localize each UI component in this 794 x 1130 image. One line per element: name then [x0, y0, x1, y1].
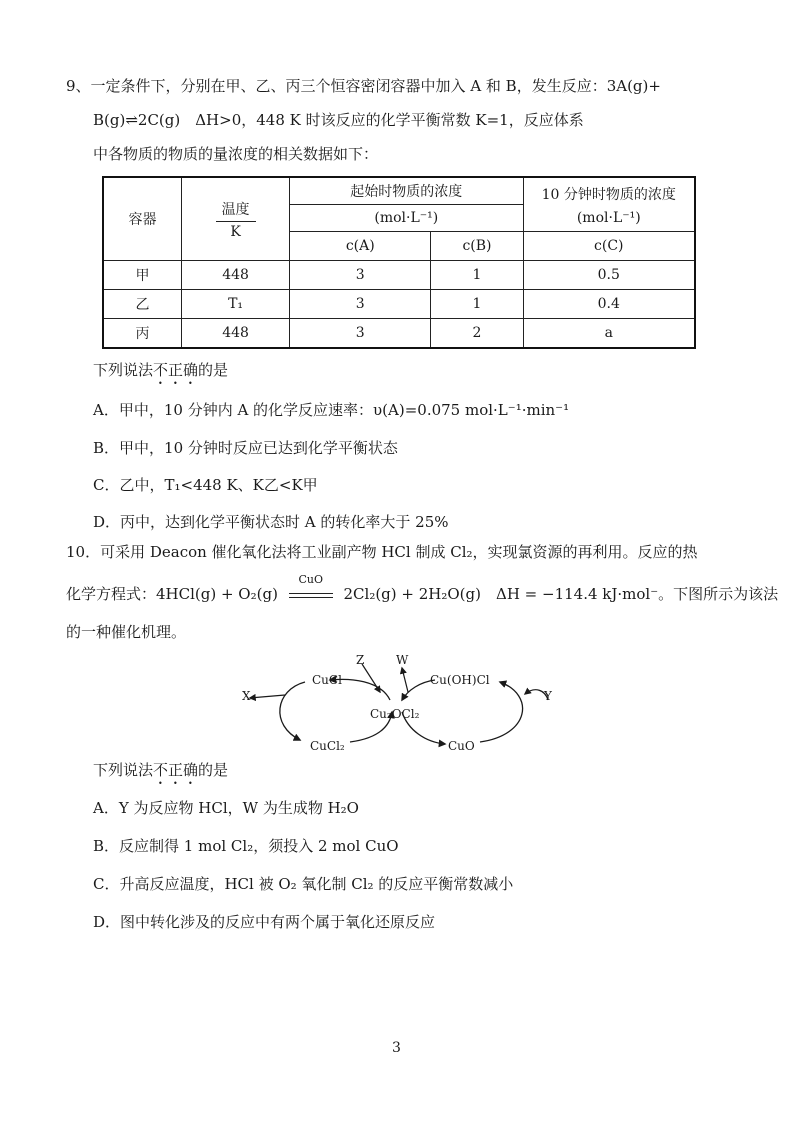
- q10-prompt: [93, 760, 228, 788]
- row-cA: 3: [290, 319, 431, 349]
- row-name: 乙: [103, 290, 182, 319]
- q9-option-d: D．丙中，达到化学平衡状态时 A 的转化率大于 25%: [93, 513, 449, 531]
- q10-option-b: B．反应制得 1 mol Cl₂，须投入 2 mol CuO: [93, 837, 399, 855]
- label-cuo: CuO: [448, 739, 475, 753]
- page-number: 3: [392, 1040, 401, 1056]
- label-cucl: CuCl: [312, 673, 342, 687]
- q10-stem-line1: 10．可采用 Deacon 催化氧化法将工业副产物 HCl 制成 Cl₂，实现氯资源的再利用。反应的热: [66, 543, 698, 561]
- header-container: 容器: [103, 177, 182, 261]
- fraction-bar: [216, 221, 256, 222]
- label-y: Y: [544, 689, 552, 703]
- q10-option-c: C．升高反应温度，HCl 被 O₂ 氧化制 Cl₂ 的反应平衡常数减小: [93, 875, 514, 893]
- equation-lhs: 化学方程式：4HCl(g) + O₂(g): [66, 585, 278, 603]
- row-cC: a: [523, 319, 695, 349]
- header-10min: [523, 177, 695, 232]
- header-initial-unit: (mol·L⁻¹): [290, 205, 523, 232]
- header-initial: 起始时物质的浓度: [290, 177, 523, 205]
- label-cuohcl: Cu(OH)Cl: [430, 673, 490, 687]
- header-cC: c(C): [523, 232, 695, 261]
- catalyst-arrow: [289, 573, 333, 604]
- prompt-text: 下列说法: [93, 761, 154, 779]
- prompt-text: 的是: [198, 761, 229, 779]
- q9-option-a: A．甲中，10 分钟内 A 的化学反应速率：υ(A)=0.075 mol·L⁻¹·min⁻¹: [93, 401, 570, 419]
- row-cC: 0.5: [523, 261, 695, 290]
- table-row: [103, 290, 695, 319]
- q9-stem-line3: 中各物质的物质的量浓度的相关数据如下：: [93, 145, 379, 163]
- catalytic-mechanism-diagram: [230, 650, 570, 760]
- q9-option-b: B．甲中，10 分钟时反应已达到化学平衡状态: [93, 439, 398, 457]
- q9-prompt: [93, 360, 228, 388]
- catalyst-label: CuO: [298, 573, 323, 586]
- prompt-emphasis: 不正确: [153, 761, 199, 779]
- q10-stem-line2: [66, 573, 779, 604]
- arrow-cuo-to-cuohcl: [480, 682, 523, 742]
- header-cB: c(B): [431, 232, 523, 261]
- table-row: [103, 319, 695, 349]
- row-cC: 0.4: [523, 290, 695, 319]
- arrow-z-in: [362, 664, 380, 692]
- header-10min-unit: (mol·L⁻¹): [576, 209, 641, 226]
- row-cB: 1: [431, 290, 523, 319]
- header-temp-label: 温度: [221, 201, 250, 218]
- row-cA: 3: [290, 261, 431, 290]
- q10-stem-line3: 的一种催化机理。: [66, 623, 187, 641]
- label-z: Z: [356, 653, 365, 667]
- q10-option-d: D．图中转化涉及的反应中有两个属于氧化还原反应: [93, 913, 436, 931]
- arrow-cucl-to-cucl2: [280, 682, 305, 740]
- arrow-x-out: [250, 695, 285, 698]
- row-temp: T₁: [182, 290, 290, 319]
- row-cA: 3: [290, 290, 431, 319]
- header-temp-unit: K: [230, 223, 241, 240]
- label-x: X: [242, 689, 251, 703]
- q9-stem-line1: 9、一定条件下，分别在甲、乙、丙三个恒容密闭容器中加入 A 和 B，发生反应：3A(g)+: [66, 77, 661, 95]
- prompt-text: 的是: [198, 361, 229, 379]
- header-temperature: [182, 177, 290, 261]
- equation-rhs: 2Cl₂(g) + 2H₂O(g) ΔH = −114.4 kJ·mol⁻。下图所示为该法: [343, 585, 779, 603]
- row-cB: 2: [431, 319, 523, 349]
- row-temp: 448: [182, 261, 290, 290]
- row-name: 甲: [103, 261, 182, 290]
- prompt-emphasis: 不正确: [153, 361, 199, 379]
- q9-data-table: [102, 176, 696, 349]
- header-10min-label: 10 分钟时物质的浓度: [541, 186, 676, 203]
- label-w: W: [396, 653, 409, 667]
- equals-arrow: [289, 593, 333, 598]
- label-cucl2: CuCl₂: [310, 739, 345, 753]
- arrow-w-out: [402, 668, 408, 692]
- table-row: [103, 261, 695, 290]
- prompt-text: 下列说法: [93, 361, 154, 379]
- row-temp: 448: [182, 319, 290, 349]
- q9-option-c: C．乙中，T₁<448 K、K乙<K甲: [93, 476, 318, 494]
- q10-option-a: A．Y 为反应物 HCl，W 为生成物 H₂O: [93, 799, 359, 817]
- header-cA: c(A): [290, 232, 431, 261]
- q9-stem-line2: B(g)⇌2C(g) ΔH>0，448 K 时该反应的化学平衡常数 K=1，反应体系: [93, 111, 584, 129]
- row-name: 丙: [103, 319, 182, 349]
- label-cu2ocl2: Cu₂OCl₂: [370, 707, 420, 721]
- row-cB: 1: [431, 261, 523, 290]
